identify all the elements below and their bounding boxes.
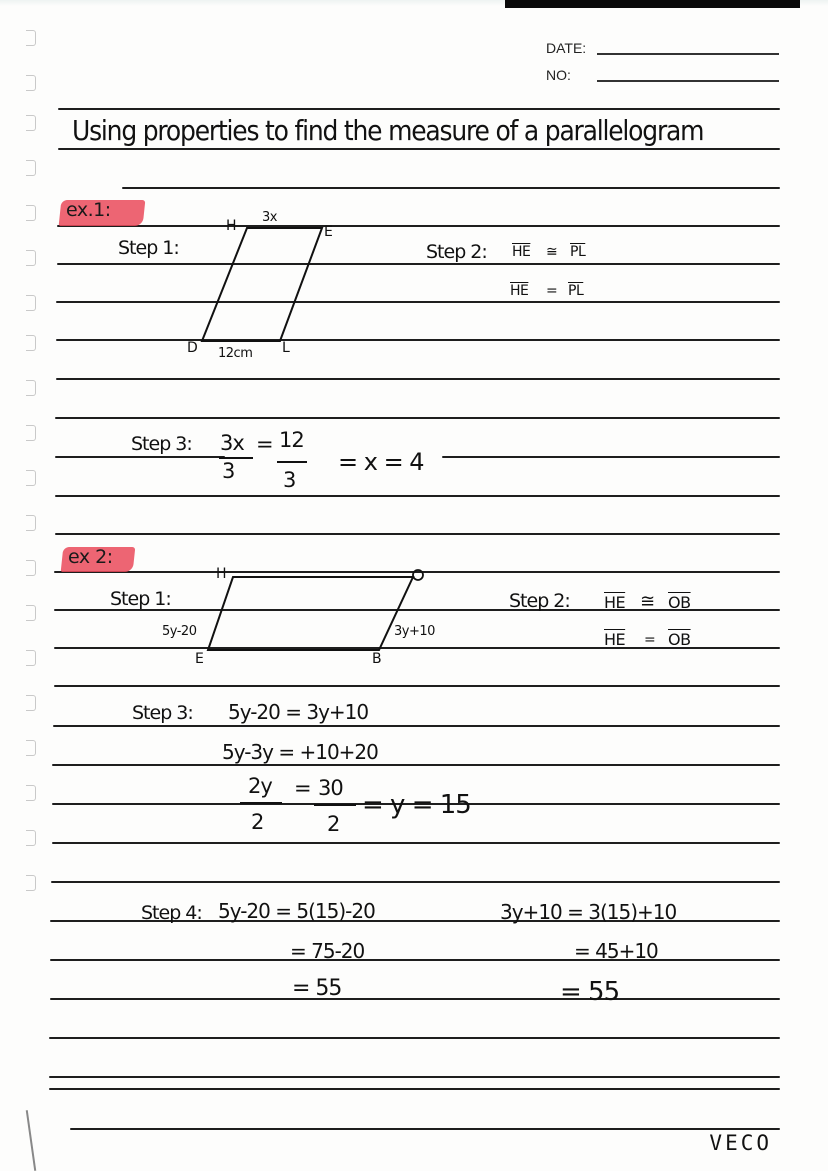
ex2-vertex-e: E xyxy=(195,651,204,667)
ex2-step3-label: Step 3: xyxy=(132,702,193,724)
ex2-step4-right-line3: = 55 xyxy=(560,977,620,1007)
ex2-step3-frac-rhs-num: 30 xyxy=(318,776,343,800)
ex2-step2-line2-op: = xyxy=(644,632,656,648)
ex2-step3-frac-rhs-den: 2 xyxy=(327,812,340,836)
ex1-label: ex.1: xyxy=(66,199,111,221)
ex2-vertex-o xyxy=(425,566,436,582)
ex1-step3-label: Step 3: xyxy=(131,433,192,455)
ex2-step2-line1-right: $\overline{OB}$ xyxy=(668,593,691,612)
ex1-top-side-label: 3x xyxy=(262,210,277,225)
ex2-step2-line1-op: ≅ xyxy=(640,591,655,612)
ex2-step4-right-line2: = 45+10 xyxy=(574,939,658,963)
ex2-step2-line1-left: $\overline{HE}$ xyxy=(604,593,626,612)
ex2-label: ex 2: xyxy=(68,546,113,568)
page-title: Using properties to find the measure of a parallelogram xyxy=(72,114,704,147)
ex2-step4-right-line1: 3y+10 = 3(15)+10 xyxy=(500,900,677,924)
ex2-step4-left-line1: 5y-20 = 5(15)-20 xyxy=(218,899,375,923)
ex2-step3-result: = y = 15 xyxy=(362,790,471,820)
ex1-step3-result: = x = 4 xyxy=(338,448,424,476)
ex1-vertex-d: D xyxy=(187,340,198,356)
ex2-step3-frac-lhs-num: 2y xyxy=(248,774,272,798)
ex1-step3-eq: = xyxy=(256,432,273,456)
ex2-step3-rhs-fraction-bar xyxy=(314,804,356,806)
ex1-step3-rhs-den: 3 xyxy=(283,468,296,492)
ex2-step1-label: Step 1: xyxy=(110,588,171,610)
ex2-step3-line1: 5y-20 = 3y+10 xyxy=(228,700,369,724)
ex1-step3-rhs-fraction-bar xyxy=(277,461,307,463)
ex1-bottom-side-label: 12cm xyxy=(218,346,253,361)
ex1-step2-line2-op: = xyxy=(546,283,558,299)
ex1-vertex-h: H xyxy=(226,218,237,234)
date-label: DATE: xyxy=(546,40,587,56)
ex1-step2-line1-op: ≅ xyxy=(546,244,558,260)
notebook-brand-logo: VECO xyxy=(709,1131,772,1155)
ex2-left-side-label: 5y-20 xyxy=(162,624,197,639)
ex1-step3-rhs-num: 12 xyxy=(279,428,304,452)
ex2-step3-frac-eq: = xyxy=(294,776,311,800)
ex1-step2-label: Step 2: xyxy=(426,241,487,263)
ex2-vertex-b: B xyxy=(372,651,382,667)
ex1-vertex-l: L xyxy=(282,340,290,356)
ex2-step4-left-line3: = 55 xyxy=(292,976,342,1001)
ex2-step2-label: Step 2: xyxy=(509,590,570,612)
ex2-vertex-h: H xyxy=(216,566,227,582)
faint-watermark xyxy=(62,1136,76,1155)
ex1-step3-lhs-num: 3x xyxy=(220,431,244,455)
ex1-vertex-e: E xyxy=(324,224,333,240)
ex2-step2-line2-right: $\overline{OB}$ xyxy=(668,630,691,649)
ex2-right-side-label: 3y+10 xyxy=(394,624,435,639)
ex1-step2-line1-left: $\overline{HE}$ xyxy=(512,244,531,260)
ex1-step1-label: Step 1: xyxy=(118,237,179,259)
ex1-step2-line1-right: $\overline{PL}$ xyxy=(570,244,586,260)
ex2-step3-frac-lhs-den: 2 xyxy=(251,810,264,834)
number-label: NO: xyxy=(546,67,571,83)
ex2-step3-line2: 5y-3y = +10+20 xyxy=(222,740,378,764)
ex2-step4-label: Step 4: xyxy=(141,902,202,924)
ex1-step2-line2-right: $\overline{PL}$ xyxy=(568,283,584,299)
ex1-step3-lhs-den: 3 xyxy=(222,459,235,483)
ex1-step2-line2-left: $\overline{HE}$ xyxy=(510,283,529,299)
ex2-step2-line2-left: $\overline{HE}$ xyxy=(604,630,626,649)
ex2-step4-left-line2: = 75-20 xyxy=(290,939,365,963)
ex2-step3-lhs-fraction-bar xyxy=(240,802,282,804)
